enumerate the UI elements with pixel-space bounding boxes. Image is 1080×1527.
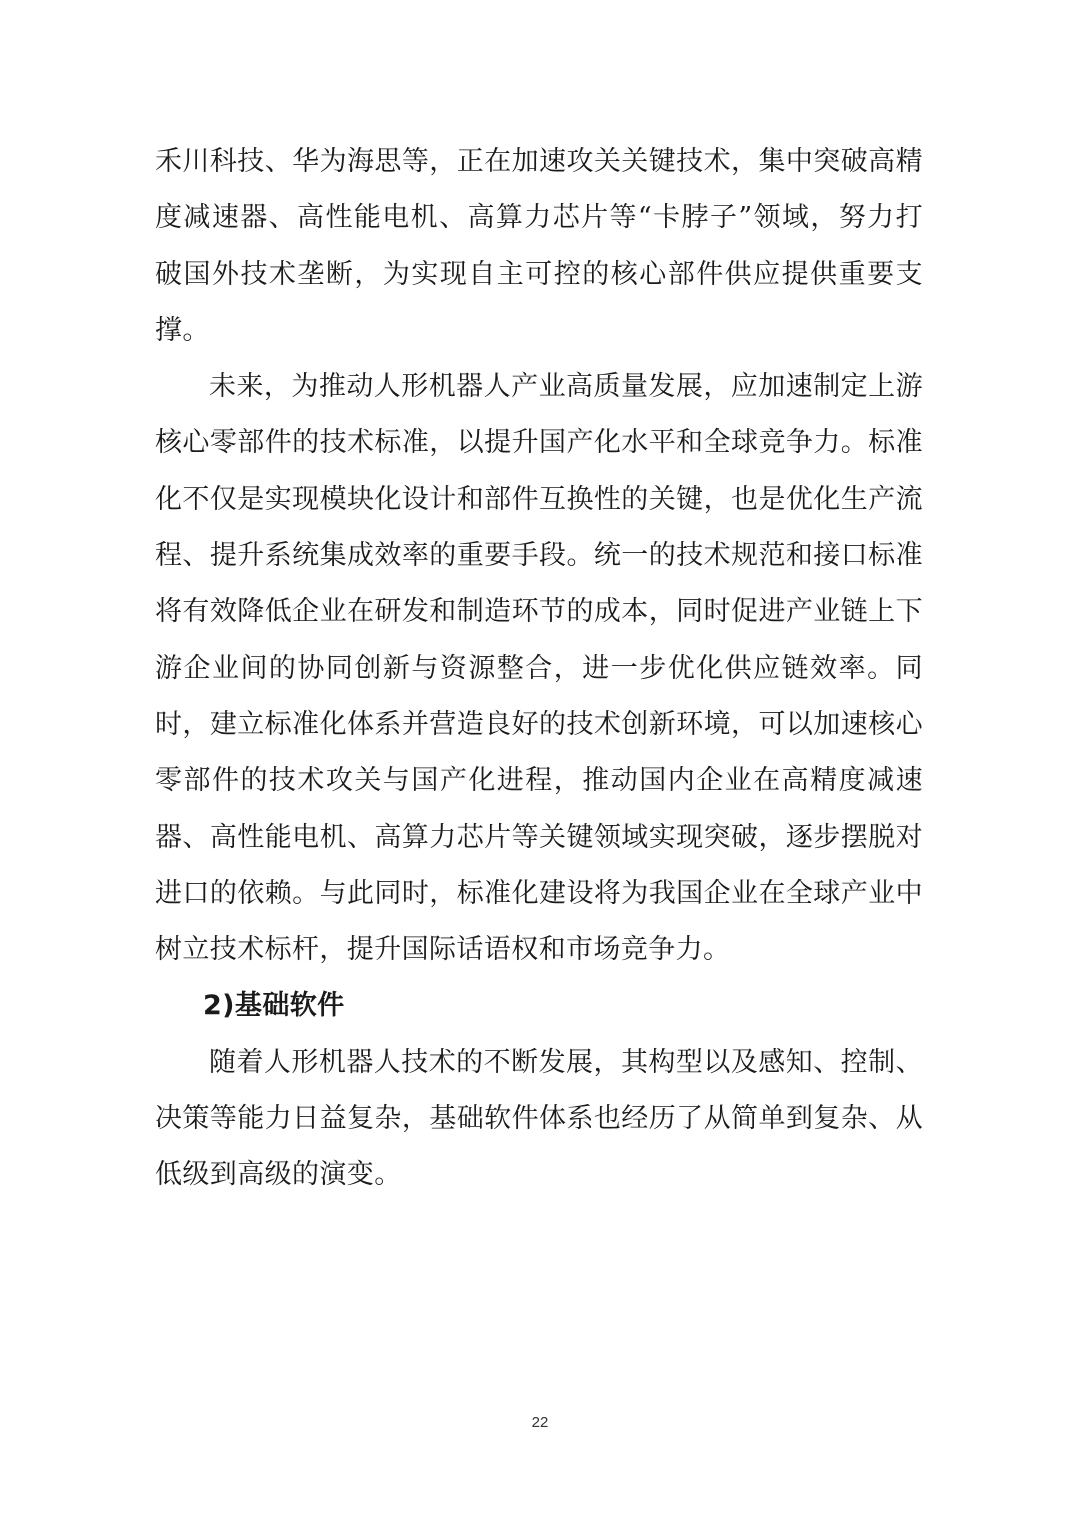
paragraph-continued: 禾川科技、华为海思等，正在加速攻关关键技术，集中突破高精度减速器、高性能电机、高算力芯片等“卡脖子”领域，努力打破国外技术垄断，为实现自主可控的核心部件供应提供重要支撑。 [155,146,923,346]
paragraph-basic-software: 随着人形机器人技术的不断发展，其构型以及感知、控制、决策等能力日益复杂，基础软件体系也经历了从简单到复杂、从低级到高级的演变。 [155,1046,923,1191]
body-text [155,134,923,1204]
paragraph-future-standards: 未来，为推动人形机器人产业高质量发展，应加速制定上游核心零部件的技术标准，以提升国产化水平和全球竞争力。标准化不仅是实现模块化设计和部件互换性的关键，也是优化生产流程、提升系统集成效率的重要手段。统一的技术规范和接口标准将有效降低企业在研发和制造环节的成本，同时促进产业链上下游企业间的协同创新与资源整合，进一步优化供应链效率。同时，建立标准化体系并营造良好的技术创新环境，可以加速核心零部件的技术攻关与国产化进程，推动国内企业在高精度减速器、高性能电机、高算力芯片等关键领域实现突破，逐步摆脱对进口的依赖。与此同时，标准化建设将为我国企业在全球产业中树立技术标杆，提升国际话语权和市场竞争力。 [155,371,923,966]
section-heading-basic-software: 2)基础软件 [203,990,345,1022]
page-number: 22 [531,1414,549,1431]
